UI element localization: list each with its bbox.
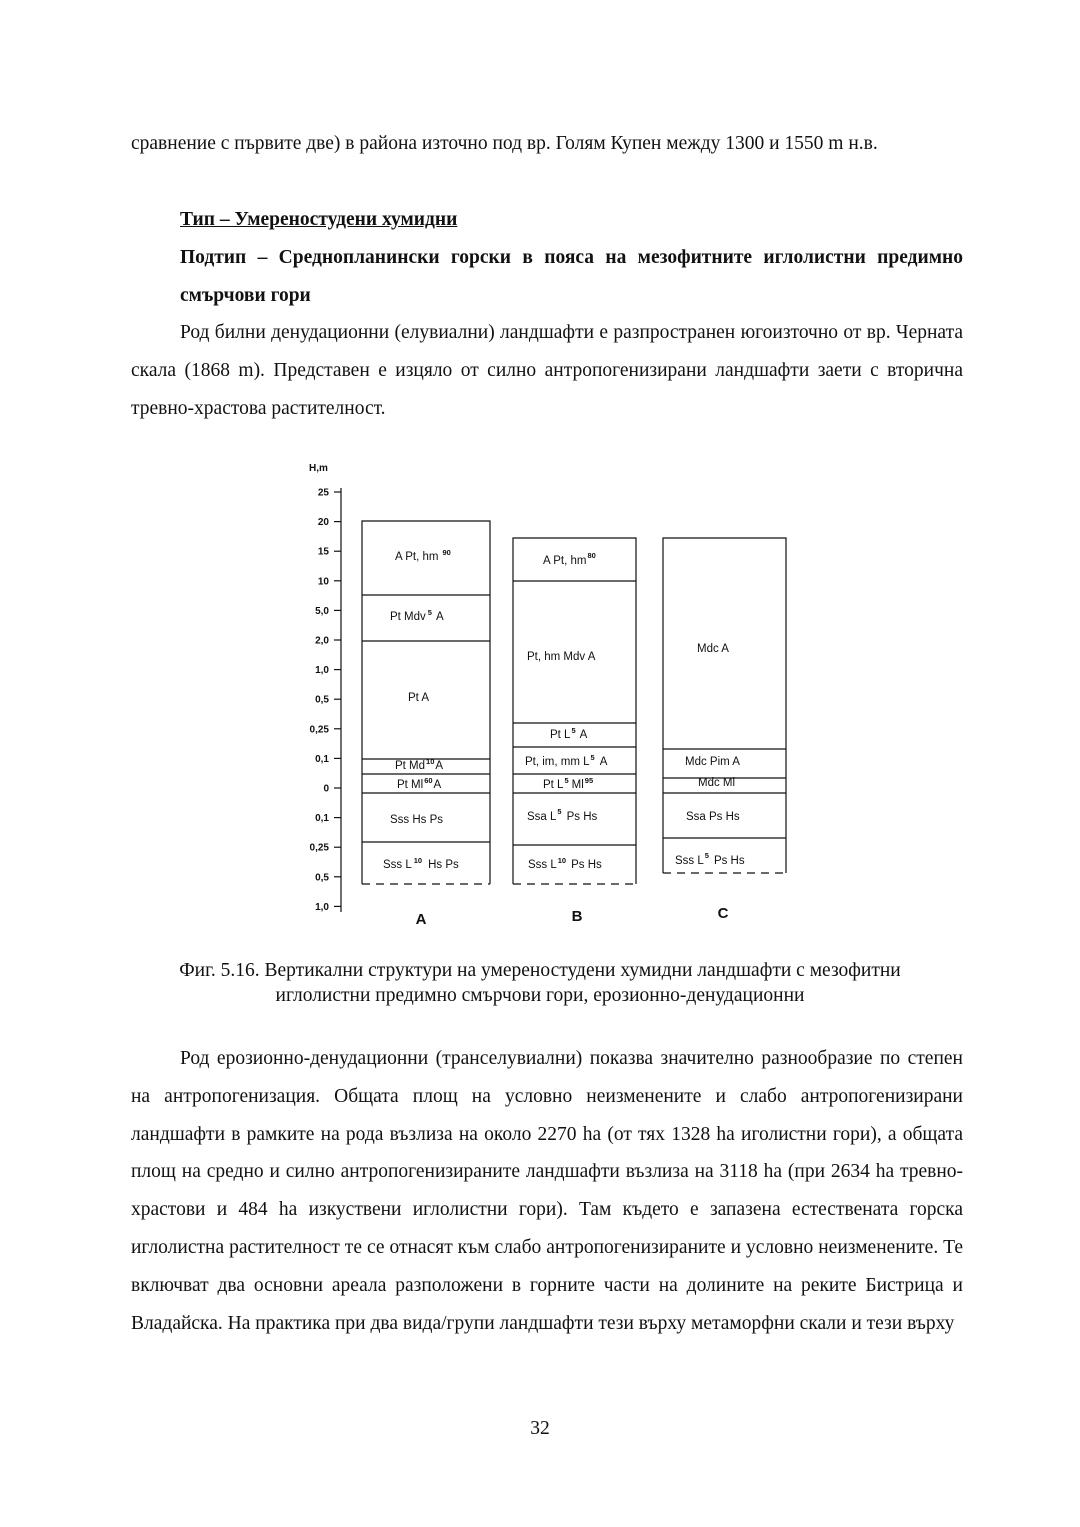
- paragraph-erosion-landscapes: Род ерозионно-денудационни (транселувиални) показва значително разнообразие по степен на антропогенизация. Общата площ на условно неизменените и слабо антропогенизирани ландшафти в рамките на рода възлиза на около 2270 ha (от тях 1328 ha иголистни гори), а общата площ на средно и силно антропогенизираните ландшафти възлиза на 3118 ha (при 2634 ha тревно-храстови и 484 ha изкуствени иглолистни гори). Там където е запазена естествената горска иглолистна растителност те се отнасят към слабо антропогенизираните и условно неизменените. Те включват два основни ареала разположени в горните части на долините на реките Бистрица и Владайска. На практика при два вида/групи ландшафти тези върху метаморфни скали и тези върху: [131, 1048, 963, 1334]
- layer-c-5: Sss $L^5$ Ps Hs: [675, 851, 745, 867]
- layer-a-3: Pt A: [408, 692, 430, 704]
- y-tick-label: 0,1: [315, 753, 329, 765]
- y-tick-label: 0: [323, 783, 329, 795]
- layer-b-7: Sss $L^{10}$ Ps Hs: [528, 856, 602, 871]
- y-tick-label: 0,5: [315, 694, 329, 706]
- subtype-heading: Подтип – Среднопланински горски в пояса на мезофитните иглолистни предимно смърчови гори: [180, 247, 963, 306]
- layer-a-5: Pt Ml$^{60}$A: [397, 776, 442, 791]
- layer-c-3: Mdc Ml: [698, 777, 736, 789]
- y-tick-label: 10: [317, 576, 329, 588]
- y-tick-label: 0,25: [309, 724, 329, 736]
- y-tick-label: 5,0: [315, 605, 329, 617]
- column-c: [663, 538, 786, 922]
- y-tick-label: 20: [317, 517, 329, 529]
- y-tick-label: 15: [317, 546, 329, 558]
- layer-c-1: Mdc A: [697, 643, 729, 655]
- figure-caption: [100, 958, 980, 1008]
- column-a-label: A: [415, 911, 427, 928]
- layer-b-5: Pt $L^5$ Ml$^{95}$: [543, 776, 594, 791]
- axis-title: H,m: [309, 463, 328, 474]
- layer-a-6: Sss Hs Ps: [390, 814, 444, 826]
- layer-b-3: Pt $L^5$ A: [550, 726, 588, 741]
- y-axis-ticks: [310, 488, 341, 913]
- layer-a-1: A Pt, hm $^{90}$: [395, 548, 451, 563]
- figure-caption-line-2: иглолистни предимно смърчови гори, ерозионно-денудационни: [275, 985, 805, 1006]
- paragraph-ridge-landscapes: Род билни денудационни (елувиални) ландшафти е разпространен югоизточно от вр. Черната скала (1868 m). Представен е изцяло от силно антропогенизирани ландшафти заети с вторична тревно-храстова растителност.: [131, 322, 963, 419]
- y-tick-label: 1,0: [315, 665, 329, 677]
- y-tick-label: 0,25: [309, 842, 329, 854]
- y-tick-label: 2,0: [315, 635, 329, 647]
- y-tick-label: 25: [317, 487, 329, 499]
- layer-b-2: Pt, hm Mdv A: [527, 651, 596, 663]
- y-tick-label: 0,1: [315, 813, 329, 825]
- type-heading: Тип – Умереностудени хумидни: [180, 209, 458, 230]
- layer-a-4: Pt Md$^{10}$A: [395, 757, 444, 772]
- layer-b-4: Pt, im, mm $L^5$ A: [525, 753, 608, 768]
- layer-b-1: A Pt, $hm^{80}$: [543, 551, 596, 567]
- layer-a-7: Sss L $^{10}$ Hs Ps: [383, 856, 459, 871]
- column-b: [513, 538, 636, 925]
- y-tick-label: 0,5: [315, 872, 329, 884]
- y-tick-label: 1,0: [315, 901, 329, 913]
- layer-c-2: Mdc Pim A: [685, 756, 740, 768]
- column-a: [362, 521, 490, 928]
- column-c-label: C: [717, 905, 729, 922]
- figure-caption-line-1: Фиг. 5.16. Вертикални структури на умереностудени хумидни ландшафти с мезофитни: [179, 960, 901, 981]
- layer-b-6: Ssa $L^5$ Ps Hs: [527, 807, 598, 823]
- paragraph-continued: сравнение с първите две) в района източно под вр. Голям Купен между 1300 и 1550 m н.в.: [131, 133, 878, 154]
- layer-c-4: Ssa Ps Hs: [686, 811, 740, 823]
- layer-a-2: Pt Mdv $^5$ A: [390, 608, 444, 623]
- page-number: 32: [530, 1418, 550, 1439]
- column-b-label: B: [571, 908, 583, 925]
